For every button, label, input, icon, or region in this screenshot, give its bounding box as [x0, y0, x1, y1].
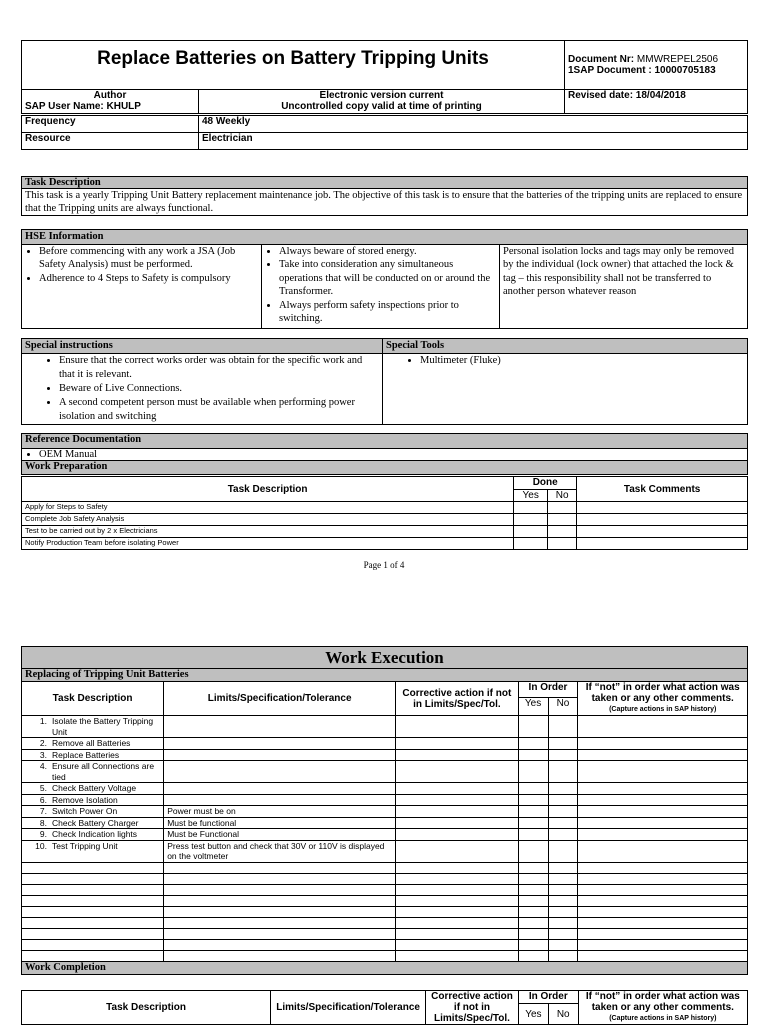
no-checkbox[interactable] — [548, 817, 578, 829]
exec-empty-row — [22, 939, 748, 950]
empty-cell[interactable] — [548, 917, 578, 928]
exec-step-task: Check Battery Voltage — [52, 783, 137, 793]
exec-limit-cell — [164, 738, 396, 750]
special-tools-heading: Special Tools — [383, 339, 748, 354]
reference-item: • OEM Manual — [39, 449, 744, 460]
exec-task-cell — [22, 806, 164, 818]
yes-checkbox[interactable] — [518, 794, 548, 806]
yes-checkbox[interactable] — [514, 526, 548, 538]
task-description-text: This task is a yearly Tripping Unit Battery replacement maintenance job. The objective of this task is to ensure that the batteries of the tripping units are replaced to ensure that the Tripping units are always functional. — [22, 189, 748, 216]
doc-nr-value: MMWREPEL2506 — [636, 54, 719, 65]
empty-cell[interactable] — [548, 884, 578, 895]
corrective-action-cell[interactable] — [396, 749, 518, 761]
exec-limit-cell — [164, 794, 396, 806]
no-checkbox[interactable] — [548, 538, 577, 550]
hse-col3: Personal isolation locks and tags may only be removed by the individual (lock owner) that attached the lock & tag – this responsibility shall not be transferred to another person whatever reason — [500, 244, 748, 328]
work-prep-row: Apply for Steps to Safety — [22, 502, 514, 514]
corrective-action-cell[interactable] — [396, 806, 518, 818]
completion-col-task: Task Description — [22, 991, 271, 1025]
reference-table — [21, 433, 748, 475]
page-footer: Page 1 of 4 — [363, 560, 405, 570]
completion-col-corrective: Corrective action if not in Limits/Spec/Tol. — [426, 991, 519, 1025]
exec-limit-cell — [164, 783, 396, 795]
empty-cell[interactable] — [396, 873, 518, 884]
exec-step-number: 9. — [39, 829, 47, 839]
empty-cell[interactable] — [22, 950, 164, 961]
page-title: Replace Batteries on Battery Tripping Units — [97, 48, 489, 69]
yes-checkbox[interactable] — [514, 502, 548, 514]
no-checkbox[interactable] — [548, 526, 577, 538]
exec-step-number: 1. — [39, 716, 47, 726]
exec-row — [22, 761, 748, 783]
comment-cell[interactable] — [578, 806, 748, 818]
task-description-table — [21, 176, 748, 216]
completion-col-comments — [578, 991, 747, 1025]
yes-checkbox[interactable] — [518, 806, 548, 818]
empty-cell[interactable] — [578, 906, 748, 917]
empty-cell[interactable] — [548, 950, 578, 961]
exec-limit-cell — [164, 761, 396, 783]
exec-step-task: Remove Isolation — [52, 794, 118, 805]
corrective-action-cell[interactable] — [396, 829, 518, 841]
empty-cell[interactable] — [22, 884, 164, 895]
exec-empty-row — [22, 895, 748, 906]
frequency-label: Frequency — [22, 116, 199, 133]
exec-empty-row — [22, 884, 748, 895]
no-checkbox[interactable] — [548, 716, 578, 738]
empty-cell[interactable] — [22, 862, 164, 873]
corrective-action-cell[interactable] — [396, 817, 518, 829]
empty-cell[interactable] — [578, 873, 748, 884]
completion-col-in-order: In Order — [518, 991, 578, 1004]
exec-empty-row — [22, 928, 748, 939]
doc-nr-label: Document Nr: — [568, 54, 635, 65]
exec-row — [22, 749, 748, 761]
exec-row — [22, 716, 748, 738]
empty-cell[interactable] — [396, 884, 518, 895]
empty-cell[interactable] — [578, 895, 748, 906]
empty-cell[interactable] — [164, 895, 396, 906]
work-prep-col-task: Task Description — [22, 477, 514, 502]
empty-cell[interactable] — [518, 939, 548, 950]
hse-col2-item: • Always perform safety inspections prior to switching. — [279, 299, 496, 326]
special-instructions-heading: Special instructions — [22, 339, 383, 354]
exec-empty-row — [22, 873, 748, 884]
exec-col-not-in-order: If “not” in order what action was taken or any other comments. — [585, 682, 740, 704]
comment-cell[interactable] — [577, 502, 748, 514]
frequency-value: 48 Weekly — [199, 116, 748, 133]
exec-step-number: 3. — [39, 749, 47, 760]
empty-cell[interactable] — [164, 950, 396, 961]
exec-step-task: Check Battery Charger — [52, 817, 139, 828]
empty-cell[interactable] — [518, 917, 548, 928]
hse-col2-item: • Always beware of stored energy. — [279, 245, 496, 259]
reference-heading: Reference Documentation — [22, 434, 748, 449]
task-description-heading: Task Description — [22, 177, 748, 189]
exec-row — [22, 794, 748, 806]
hse-heading: HSE Information — [22, 230, 748, 245]
completion-col-limits: Limits/Specification/Tolerance — [271, 991, 426, 1025]
exec-empty-row — [22, 862, 748, 873]
empty-cell[interactable] — [578, 862, 748, 873]
exec-empty-row — [22, 917, 748, 928]
empty-cell[interactable] — [164, 906, 396, 917]
exec-step-number: 7. — [39, 806, 47, 816]
comment-cell[interactable] — [578, 783, 748, 795]
no-checkbox[interactable] — [548, 840, 578, 862]
resource-value: Electrician — [199, 133, 748, 150]
exec-task-cell — [22, 716, 164, 738]
empty-cell[interactable] — [518, 862, 548, 873]
no-checkbox[interactable] — [548, 761, 578, 783]
exec-task-cell — [22, 829, 164, 841]
exec-limit-cell — [164, 749, 396, 761]
exec-limit-cell: Power must be on — [164, 806, 396, 818]
hse-col2-item: • Take into consideration any simultaneous operations that will be conducted on or around the Transformer. — [279, 258, 496, 299]
exec-step-number: 10. — [35, 840, 47, 851]
electronic-version-cell — [199, 90, 565, 114]
yes-checkbox[interactable] — [518, 840, 548, 862]
author-label: Author — [93, 90, 127, 101]
empty-cell[interactable] — [578, 928, 748, 939]
empty-cell[interactable] — [22, 917, 164, 928]
corrective-action-cell[interactable] — [396, 761, 518, 783]
exec-rows — [22, 716, 748, 962]
empty-cell[interactable] — [164, 873, 396, 884]
empty-cell[interactable] — [518, 928, 548, 939]
completion-col-no: No — [548, 1004, 578, 1025]
yes-checkbox[interactable] — [518, 738, 548, 750]
empty-cell[interactable] — [548, 939, 578, 950]
no-checkbox[interactable] — [548, 502, 577, 514]
empty-cell[interactable] — [396, 906, 518, 917]
exec-row — [22, 829, 748, 841]
exec-col-capture: (Capture actions in SAP history) — [609, 706, 717, 713]
work-completion-table — [21, 990, 748, 1025]
yes-checkbox[interactable] — [518, 783, 548, 795]
empty-cell[interactable] — [396, 862, 518, 873]
empty-cell[interactable] — [164, 939, 396, 950]
work-exec-section: Replacing of Tripping Unit Batteries — [22, 669, 748, 682]
empty-cell[interactable] — [548, 873, 578, 884]
empty-cell[interactable] — [396, 928, 518, 939]
empty-cell[interactable] — [578, 939, 748, 950]
comment-cell[interactable] — [578, 829, 748, 841]
corrective-action-cell[interactable] — [396, 794, 518, 806]
corrective-action-cell[interactable] — [396, 738, 518, 750]
comment-cell[interactable] — [578, 840, 748, 862]
empty-cell[interactable] — [164, 884, 396, 895]
comment-cell[interactable] — [578, 716, 748, 738]
exec-step-task: Test Tripping Unit — [52, 840, 118, 851]
resource-label: Resource — [22, 133, 199, 150]
comment-cell[interactable] — [578, 794, 748, 806]
work-prep-table — [21, 476, 748, 550]
exec-col-comments — [578, 682, 748, 716]
no-checkbox[interactable] — [548, 794, 578, 806]
exec-step-number: 8. — [39, 817, 47, 828]
empty-cell[interactable] — [164, 862, 396, 873]
work-prep-row: Notify Production Team before isolating Power — [22, 538, 514, 550]
exec-step-task: Replace Batteries — [52, 749, 120, 760]
exec-step-number: 5. — [39, 783, 47, 793]
empty-cell[interactable] — [518, 895, 548, 906]
empty-cell[interactable] — [396, 950, 518, 961]
empty-cell[interactable] — [578, 884, 748, 895]
special-instructions-cell — [22, 354, 383, 425]
work-completion-heading: Work Completion — [22, 961, 748, 974]
empty-cell[interactable] — [548, 906, 578, 917]
special-instruction-item: • Beware of Live Connections. — [59, 382, 379, 396]
empty-cell[interactable] — [396, 939, 518, 950]
completion-col-not-in-order: If “not” in order what action was taken or any other comments. — [585, 991, 740, 1013]
corrective-action-cell[interactable] — [396, 783, 518, 795]
no-checkbox[interactable] — [548, 829, 578, 841]
exec-step-task: Isolate the Battery Tripping Unit — [52, 716, 154, 737]
yes-checkbox[interactable] — [518, 761, 548, 783]
empty-cell[interactable] — [548, 895, 578, 906]
comment-cell[interactable] — [578, 761, 748, 783]
special-instruction-item: • Ensure that the correct works order was obtain for the specific work and that it is relevant. — [59, 354, 379, 382]
exec-task-cell — [22, 794, 164, 806]
reference-items — [22, 449, 748, 461]
empty-cell[interactable] — [518, 950, 548, 961]
work-prep-col-yes: Yes — [514, 490, 548, 502]
special-table — [21, 338, 748, 425]
exec-task-cell — [22, 761, 164, 783]
comment-cell[interactable] — [578, 817, 748, 829]
empty-cell[interactable] — [518, 873, 548, 884]
empty-cell[interactable] — [548, 928, 578, 939]
exec-row — [22, 840, 748, 862]
yes-checkbox[interactable] — [518, 817, 548, 829]
comment-cell[interactable] — [578, 749, 748, 761]
exec-empty-row — [22, 950, 748, 961]
title-cell — [22, 41, 565, 90]
doc-number-cell — [565, 41, 748, 90]
corrective-action-cell[interactable] — [396, 716, 518, 738]
exec-empty-row — [22, 906, 748, 917]
work-prep-col-comments: Task Comments — [577, 477, 748, 502]
empty-cell[interactable] — [518, 884, 548, 895]
empty-cell[interactable] — [518, 906, 548, 917]
exec-step-number: 2. — [39, 738, 47, 748]
comment-cell[interactable] — [578, 738, 748, 750]
exec-col-limits: Limits/Specification/Tolerance — [164, 682, 396, 716]
special-tools-cell — [383, 354, 748, 425]
exec-task-cell — [22, 840, 164, 862]
exec-step-task: Check Indication lights — [52, 829, 138, 839]
yes-checkbox[interactable] — [518, 829, 548, 841]
empty-cell[interactable] — [164, 917, 396, 928]
exec-limit-cell: Press test button and check that 30V or 110V is displayed on the voltmeter — [164, 840, 396, 862]
sap-user: SAP User Name: KHULP — [25, 101, 141, 112]
hse-col1 — [22, 244, 262, 328]
exec-col-yes: Yes — [518, 698, 548, 716]
exec-col-no: No — [548, 698, 578, 716]
comment-cell[interactable] — [577, 538, 748, 550]
empty-cell[interactable] — [22, 939, 164, 950]
exec-limit-cell — [164, 716, 396, 738]
special-tool-item: • Multimeter (Fluke) — [420, 354, 744, 368]
completion-col-yes: Yes — [518, 1004, 548, 1025]
exec-row — [22, 783, 748, 795]
exec-col-in-order: In Order — [518, 682, 578, 698]
no-checkbox[interactable] — [548, 749, 578, 761]
special-instruction-item: • A second competent person must be available when performing power isolation and switching — [59, 396, 379, 424]
empty-cell[interactable] — [548, 862, 578, 873]
completion-col-capture: (Capture actions in SAP history) — [609, 1015, 717, 1022]
revised-date: Revised date: 18/04/2018 — [565, 90, 748, 114]
no-checkbox[interactable] — [548, 738, 578, 750]
no-checkbox[interactable] — [548, 514, 577, 526]
empty-cell[interactable] — [164, 928, 396, 939]
frequency-table — [21, 115, 748, 150]
exec-col-corrective: Corrective action if not in Limits/Spec/Tol. — [396, 682, 518, 716]
exec-task-cell — [22, 749, 164, 761]
comment-cell[interactable] — [577, 526, 748, 538]
work-exec-table — [21, 646, 748, 975]
exec-step-number: 4. — [39, 761, 47, 771]
exec-limit-cell: Must be Functional — [164, 829, 396, 841]
exec-task-cell — [22, 817, 164, 829]
work-prep-col-no: No — [548, 490, 577, 502]
empty-cell[interactable] — [396, 895, 518, 906]
empty-cell[interactable] — [22, 906, 164, 917]
empty-cell[interactable] — [396, 917, 518, 928]
empty-cell[interactable] — [578, 950, 748, 961]
no-checkbox[interactable] — [548, 806, 578, 818]
hse-col2 — [262, 244, 500, 328]
yes-checkbox[interactable] — [518, 749, 548, 761]
exec-row — [22, 738, 748, 750]
empty-cell[interactable] — [22, 928, 164, 939]
exec-row — [22, 817, 748, 829]
empty-cell[interactable] — [22, 895, 164, 906]
work-prep-col-done: Done — [514, 477, 577, 490]
hse-col1-item: • Before commencing with any work a JSA (Job Safety Analysis) must be performed. — [39, 245, 258, 272]
empty-cell[interactable] — [578, 917, 748, 928]
yes-checkbox[interactable] — [514, 514, 548, 526]
author-cell — [22, 90, 199, 114]
yes-checkbox[interactable] — [518, 716, 548, 738]
work-exec-title: Work Execution — [22, 647, 748, 669]
exec-step-task: Switch Power On — [52, 806, 118, 816]
work-prep-row: Test to be carried out by 2 x Electricians — [22, 526, 514, 538]
exec-step-task: Ensure all Connections are tied — [52, 761, 155, 782]
sap-document: 1SAP Document : 10000705183 — [568, 65, 716, 76]
header-table — [21, 40, 748, 114]
work-prep-row: Complete Job Safety Analysis — [22, 514, 514, 526]
exec-step-number: 6. — [39, 794, 47, 805]
work-prep-heading: Work Preparation — [22, 461, 748, 475]
exec-task-cell — [22, 738, 164, 750]
hse-col1-item: • Adherence to 4 Steps to Safety is compulsory — [39, 272, 258, 286]
exec-col-task: Task Description — [22, 682, 164, 716]
electronic-line1: Electronic version current — [319, 90, 444, 101]
empty-cell[interactable] — [22, 873, 164, 884]
comment-cell[interactable] — [577, 514, 748, 526]
no-checkbox[interactable] — [548, 783, 578, 795]
hse-table — [21, 229, 748, 329]
exec-limit-cell: Must be functional — [164, 817, 396, 829]
yes-checkbox[interactable] — [514, 538, 548, 550]
exec-task-cell — [22, 783, 164, 795]
electronic-line2: Uncontrolled copy valid at time of printing — [281, 101, 482, 112]
exec-step-task: Remove all Batteries — [52, 738, 131, 748]
exec-row — [22, 806, 748, 818]
corrective-action-cell[interactable] — [396, 840, 518, 862]
